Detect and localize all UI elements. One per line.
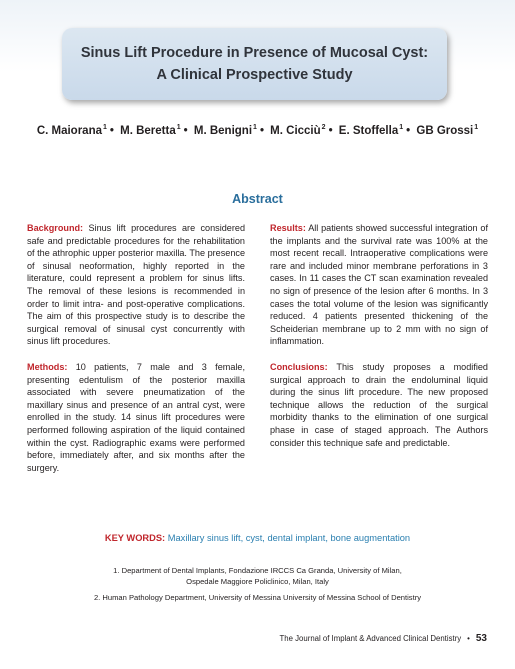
page-number: 53	[475, 633, 487, 644]
methods-section	[27, 361, 245, 474]
results-label: Results:	[270, 223, 306, 233]
author-name: M. Cicciù	[270, 125, 321, 137]
conclusions-text: This study proposes a modified surgical approach to drain the endoluminal liquid during the sinus lift procedure. The new proposed technique allows the reduction of the surgical morbidity thanks to the elimination of one surgical phase in case of staged approach. The Authors consider this technique safe and predictable.	[270, 361, 488, 448]
author-affiliation-mark: 1	[253, 124, 257, 131]
title-box	[62, 28, 447, 100]
footer-bullet: •	[467, 634, 470, 643]
background-label: Background:	[27, 223, 84, 233]
affiliation-1	[0, 565, 515, 587]
author-separator: •	[406, 125, 411, 137]
methods-text: 10 patients, 7 male and 3 female, presenting edentulism of the posterior maxilla associated with severe pneumatization of the maxillary sinus and presence of an antral cyst, were enrolled in the study. 14 sinus lift procedures were performed following aspiration of the liquid contained within the cyst. Radiographic exams were performed before, immediately after, and six months after the surgery.	[27, 361, 245, 473]
author-affiliation-mark: 1	[399, 124, 404, 131]
abstract-heading: Abstract	[232, 192, 283, 206]
methods-label: Methods:	[27, 361, 68, 372]
author-separator: •	[183, 125, 188, 137]
author-affiliation-mark: 1	[176, 124, 181, 131]
author-name: GB Grossi	[416, 125, 474, 137]
results-section	[270, 222, 488, 348]
author-list	[0, 124, 515, 137]
results-text: All patients showed successful integration of the implants and the survival rate was 100% at the most recent recall. Intraoperative complications were rare and included minor membrane perforations in 3 cases. In 11 cases the CT scan examination revealed no sign of presence of the lesion after 6 months. In 3 cases the total volume of the lesion was significantly reduced. 4 patients presented thickening of the Scheiderian membrane up to 2 mm with no sign of inflammation.	[270, 223, 488, 347]
author-name: M. Beretta	[120, 125, 176, 137]
background-section	[27, 222, 245, 348]
abstract-column-right	[270, 222, 488, 462]
keywords	[0, 533, 515, 543]
author-separator: •	[259, 125, 264, 137]
author-affiliation-mark: 1	[103, 124, 107, 131]
conclusions-section	[270, 361, 488, 449]
affiliation-1-line-1: 1. Department of Dental Implants, Fondazione IRCCS Ca Granda, University of Milan,	[113, 566, 402, 575]
background-text: Sinus lift procedures are considered safe and predictable procedures for the rehabilitation of the athrophic upper posterior maxilla. The presence of sinusal neoformation, highly reported in the literature, could represent a problem for sinus lifts. The removal of these lesions is recommended in order to limit intra- and post-operative complications. The aim of this prospective study is to describe the surgical removal of sinusal cyst concurrently with sinus lift procedures.	[27, 223, 245, 347]
author-name: M. Benigni	[193, 125, 253, 137]
page-footer	[280, 633, 487, 644]
author-affiliation-mark: 1	[474, 124, 479, 131]
affiliation-1-line-2: Ospedale Maggiore Policlinico, Milan, Italy	[186, 577, 329, 586]
author-name: C. Maiorana	[36, 125, 102, 137]
article-title-line-2: A Clinical Prospective Study	[156, 67, 353, 83]
affiliation-2: 2. Human Pathology Department, University of Messina University of Messina School of Dentistry	[93, 593, 422, 602]
keywords-label: KEY WORDS:	[104, 533, 166, 543]
author-name: E. Stoffella	[338, 125, 399, 137]
author-separator: •	[328, 125, 333, 137]
conclusions-label: Conclusions:	[270, 361, 328, 372]
author-affiliation-mark: 2	[321, 124, 326, 131]
author-separator: •	[109, 125, 114, 137]
journal-name: The Journal of Implant & Advanced Clinical Dentistry	[279, 634, 462, 643]
article-title-line-1: Sinus Lift Procedure in Presence of Mucosal Cyst:	[80, 45, 429, 61]
abstract-column-left	[27, 222, 245, 487]
keywords-text: Maxillary sinus lift, cyst, dental implant, bone augmentation	[167, 533, 411, 543]
